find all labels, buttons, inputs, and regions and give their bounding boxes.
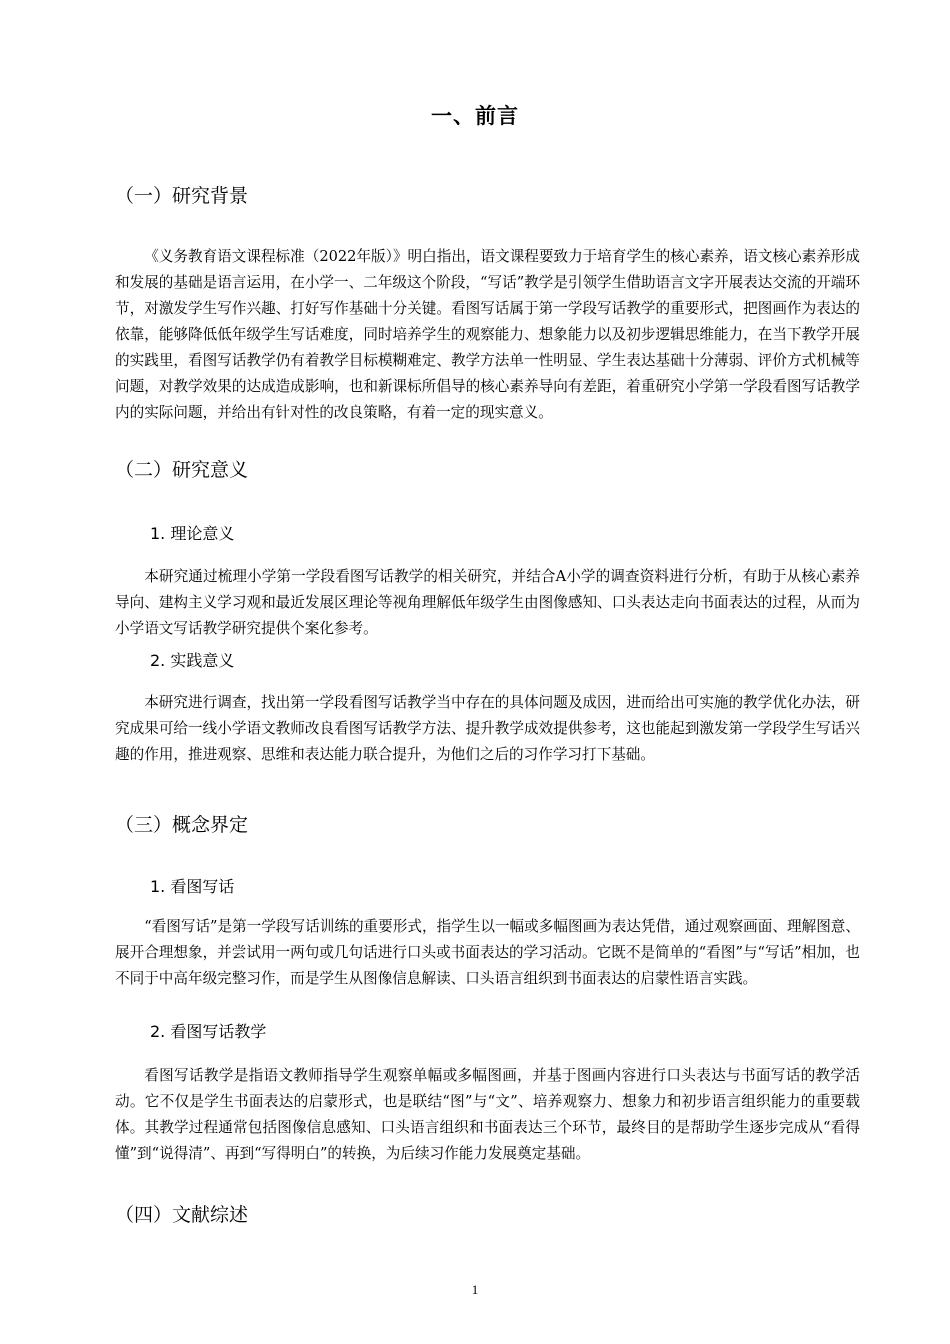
subsection-heading-picture-writing: 1. 看图写话: [150, 877, 235, 896]
section-heading-significance: （二）研究意义: [115, 459, 249, 481]
page-number: 1: [471, 1282, 479, 1297]
picture-writing-teaching-paragraph: 看图写话教学是指语文教师指导学生观察单幅或多幅图画，并基于图画内容进行口头表达与书面写话的教学活动。它不仅是学生书面表达的启蒙形式，也是联结“图”与“文”、培养观察力、想象力和初步语言组织能力的重要载体。其教学过程通常包括图像信息感知、口头语言组织和书面表达三个环节，最终目的是帮助学生逐步完成从“看得懂”到“说得清”、再到“写得明白”的转换，为后续习作能力发展奠定基础。: [115, 1067, 860, 1162]
picture-writing-paragraph: “看图写话”是第一学段写话训练的重要形式，指学生以一幅或多幅图画为表达凭借，通过观察画面、理解图意、展开合理想象，并尝试用一两句或几句话进行口头或书面表达的学习活动。它既不是简单的“看图”与“写话”相加，也不同于中高年级完整习作，而是学生从图像信息解读、口头语言组织到书面表达的启蒙性语言实践。: [115, 918, 860, 987]
section-heading-concepts: （三）概念界定: [115, 814, 249, 836]
subsection-heading-practice: 2. 实践意义: [150, 651, 235, 670]
section-heading-background: （一）研究背景: [115, 185, 249, 207]
background-paragraph: 《义务教育语文课程标准（2022年版）》明白指出，语文课程要致力于培育学生的核心素养，语文核心素养形成和发展的基础是语言运用，在小学一、二年级这个阶段，“写话”教学是引领学生借助语言文字开展表达交流的开端环节，对激发学生写作兴趣、打好写作基础十分关键。看图写话属于第一学段写话教学的重要形式，把图画作为表达的依靠，能够降低低年级学生写话难度，同时培养学生的观察能力、想象能力以及初步逻辑思维能力，在当下教学开展的实践里，看图写话教学仍有着教学目标模糊难定、教学方法单一性明显、学生表达基础十分薄弱、评价方式机械等问题，对教学效果的达成造成影响，也和新课标所倡导的核心素养导向有差距，着重研究小学第一学段看图写话教学内的实际问题，并给出有针对性的改良策略，有着一定的现实意义。: [115, 248, 860, 421]
practice-paragraph: 本研究进行调查，找出第一学段看图写话教学当中存在的具体问题及成因，进而给出可实施的教学优化办法，研究成果可给一线小学语文教师改良看图写话教学方法、提升教学成效提供参考，这也能起到激发第一学段学生写话兴趣的作用，推进观察、思维和表达能力联合提升，为他们之后的习作学习打下基础。: [115, 694, 860, 763]
subsection-heading-picture-writing-teaching: 2. 看图写话教学: [150, 1022, 267, 1041]
subsection-heading-theory: 1. 理论意义: [150, 524, 235, 543]
chapter-title: 一、前言: [431, 104, 519, 128]
section-heading-literature: （四）文献综述: [115, 1204, 249, 1226]
theory-paragraph: 本研究通过梳理小学第一学段看图写话教学的相关研究，并结合A小学的调查资料进行分析，有助于从核心素养导向、建构主义学习观和最近发展区理论等视角理解低年级学生由图像感知、口头表达走向书面表达的过程，从而为小学语文写话教学研究提供个案化参考。: [115, 568, 860, 637]
